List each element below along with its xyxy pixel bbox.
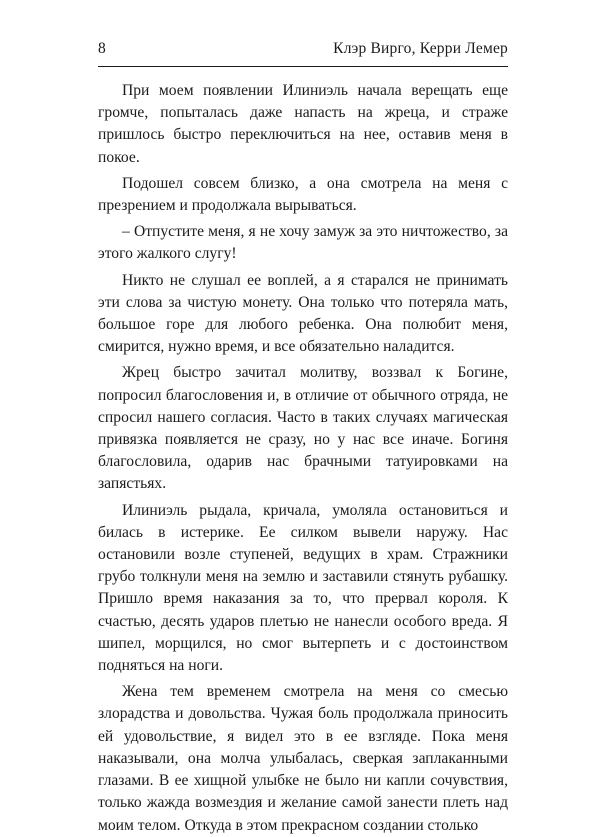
page-number: 8 — [98, 40, 106, 57]
header-rule — [98, 66, 508, 67]
running-title: Клэр Вирго, Керри Лемер — [333, 40, 508, 57]
page-header — [98, 40, 508, 64]
paragraph: При моем появлении Илиниэль начала верещать еще громче, попыталась даже напасть на жреца, и страже пришлось быстро переключиться на нее, оставив меня в покое. — [98, 82, 508, 166]
paragraph: Жрец быстро зачитал молитву, воззвал к Богине, попросил благословения и, в отличие от обычного отряда, не спросил нашего согласия. Часто в таких случаях магическая привязка появляется не сразу, но у нас все иначе. Богиня благословила, одарив нас брачными татуировками на запястьях. — [98, 364, 508, 493]
paragraph: Илиниэль рыдала, кричала, умоляла остановиться и билась в истерике. Ее силком вывели наружу. Нас остановили возле ступеней, ведущих в храм. Стражники грубо толкнули меня на землю и заставили стянуть рубашку. Пришло время наказания за то, что прервал короля. К счастью, десять ударов плетью не нанесли особого вреда. Я шипел, морщился, но смог вытерпеть и с достоинством подняться на ноги. — [98, 501, 508, 675]
body-text — [98, 80, 508, 837]
paragraph: Никто не слушал ее воплей, а я старался не принимать эти слова за чистую монету. Она только что потеряла мать, большое горе для любого ребенка. Она полюбит меня, смирится, нужно время, и все обязательно наладится. — [98, 271, 508, 356]
paragraph: – Отпустите меня, я не хочу замуж за это ничтожество, за этого жалкого слугу! — [98, 223, 508, 263]
paragraph: Жена тем временем смотрела на меня со смесью злорадства и довольства. Чужая боль продолжала приносить ей удовольствие, я видел это в ее взгляде. Пока меня наказывали, она молча улыбалась, сверкая заплаканными глазами. В ее хищной улыбке не было ни капли сочувствия, только жажда возмездия и желание самой занести плеть над моим телом. Откуда в этом прекрасном создании столько — [98, 683, 508, 834]
paragraph: Подошел совсем близко, а она смотрела на меня с презрением и продолжала вырываться. — [98, 174, 508, 215]
